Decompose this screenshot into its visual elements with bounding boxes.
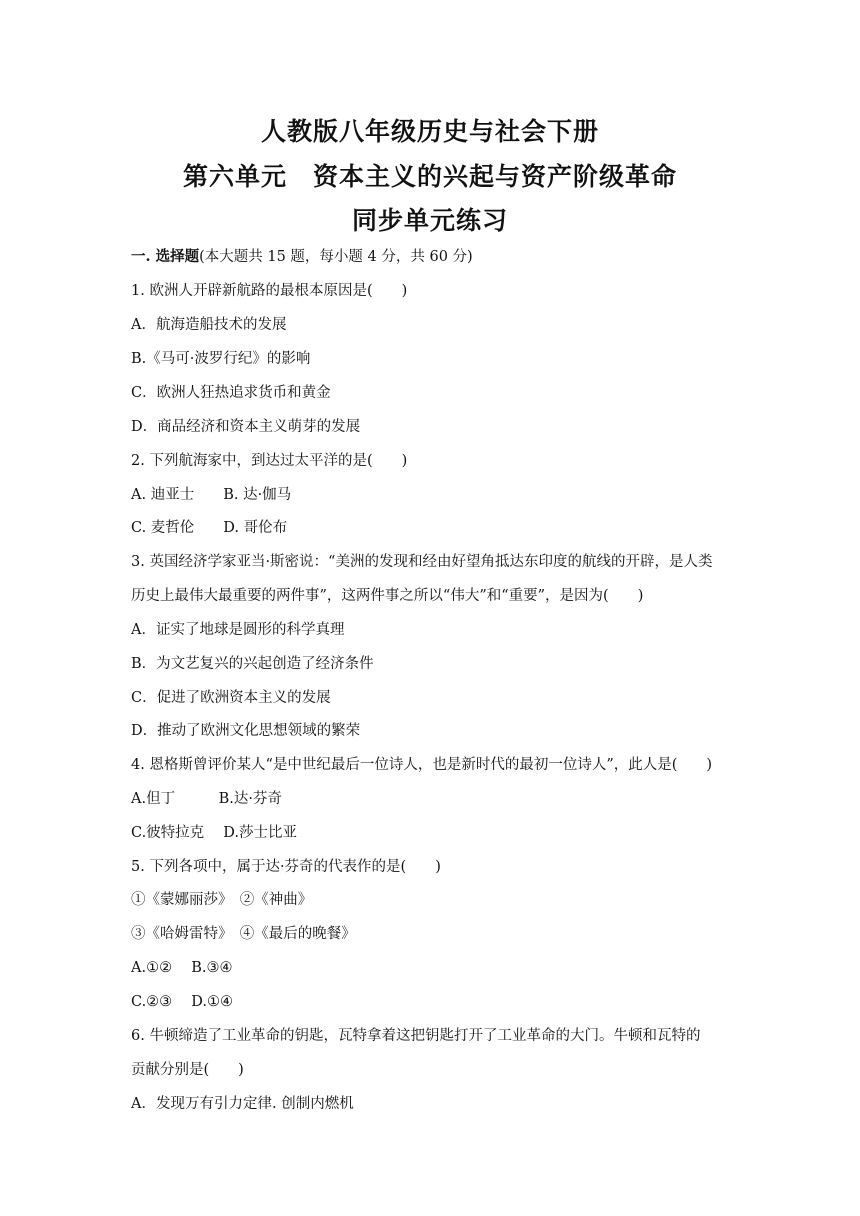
question-1-option-c: C．欧洲人狂热追求货币和黄金 — [131, 385, 331, 401]
question-2-options-ab: A. 迪亚士 B. 达·伽马 — [131, 487, 292, 503]
question-3-stem-line-2: 历史上最伟大最重要的两件事”，这两件事之所以“伟大”和“重要”，是因为( ) — [131, 588, 644, 604]
question-4-stem: 4. 恩格斯曾评价某人“是中世纪最后一位诗人，也是新时代的最初一位诗人”，此人是( ) — [131, 757, 713, 773]
question-5-items-34: ③《哈姆雷特》 ④《最后的晚餐》 — [131, 926, 356, 942]
question-5-options-cd: C.②③ D.①④ — [131, 994, 234, 1010]
question-6-stem-line-2: 贡献分别是( ) — [131, 1062, 244, 1078]
section-heading — [131, 248, 473, 266]
question-4-options-ab: A.但丁 B.达·芬奇 — [131, 791, 282, 807]
question-1-option-b: B.《马可·波罗行纪》的影响 — [131, 351, 311, 367]
question-2-stem: 2. 下列航海家中，到达过太平洋的是( ) — [131, 453, 408, 469]
section-label: 一. 选择题 — [131, 248, 200, 265]
question-3-option-d: D．推动了欧洲文化思想领域的繁荣 — [131, 723, 361, 739]
question-2-options-cd: C. 麦哲伦 D. 哥伦布 — [131, 520, 288, 536]
question-5-items-12: ①《蒙娜丽莎》 ②《神曲》 — [131, 892, 313, 908]
question-1-option-a: A．航海造船技术的发展 — [131, 317, 287, 333]
question-6-stem-line-1: 6. 牛顿缔造了工业革命的钥匙，瓦特拿着这把钥匙打开了工业革命的大门。牛顿和瓦特的 — [131, 1028, 701, 1044]
question-3-option-b: B．为文艺复兴的兴起创造了经济条件 — [131, 656, 374, 672]
question-3-option-c: C．促进了欧洲资本主义的发展 — [131, 690, 331, 706]
document-title-line-2: 第六单元 资本主义的兴起与资产阶级革命 — [182, 162, 677, 191]
question-1-option-d: D．商品经济和资本主义萌芽的发展 — [131, 419, 361, 435]
question-6-option-a: A．发现万有引力定律. 创制内燃机 — [131, 1096, 354, 1112]
question-5-stem: 5. 下列各项中，属于达·芬奇的代表作的是( ) — [131, 859, 441, 875]
question-1-stem: 1. 欧洲人开辟新航路的最根本原因是( ) — [131, 283, 408, 299]
question-3-stem-line-1: 3. 英国经济学家亚当·斯密说：“美洲的发现和经由好望角抵达东印度的航线的开辟，是人类 — [131, 554, 713, 570]
question-5-options-ab: A.①② B.③④ — [131, 960, 233, 976]
question-4-options-cd: C.彼特拉克 D.莎士比亚 — [131, 825, 298, 841]
section-note: (本大题共 15 题，每小题 4 分，共 60 分) — [199, 249, 473, 265]
question-3-option-a: A．证实了地球是圆形的科学真理 — [131, 622, 345, 638]
document-title-line-3: 同步单元练习 — [351, 206, 508, 235]
document-title-line-1: 人教版八年级历史与社会下册 — [260, 117, 599, 146]
